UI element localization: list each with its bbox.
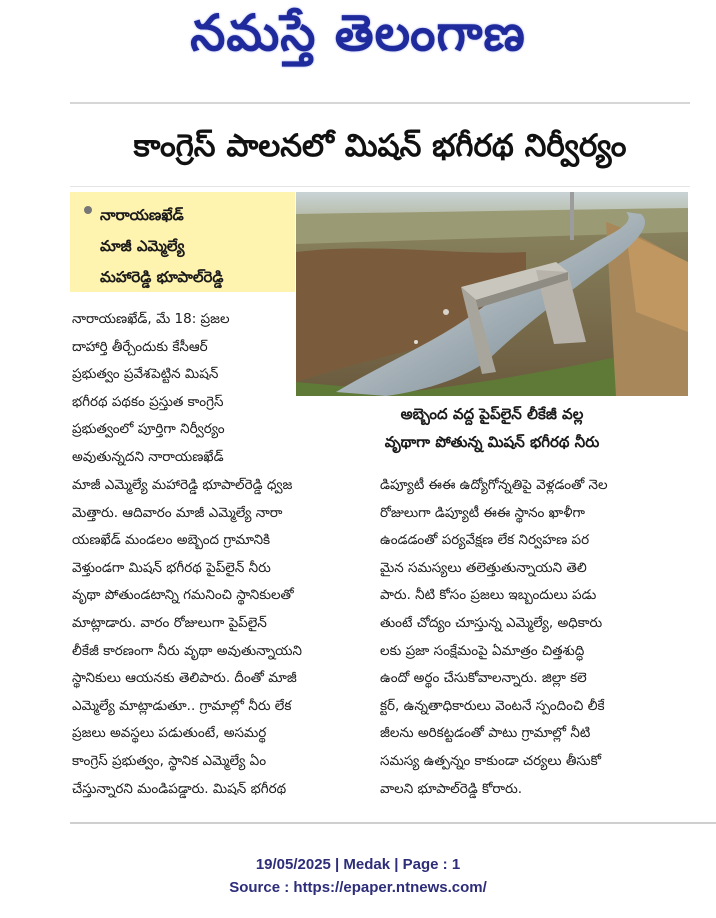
body-line: దాహార్తి తీర్చేందుకు కేసీఆర్ [72, 338, 208, 355]
body-line: లీకేజీ కారణంగా నీరు వృథా అవుతున్నాయని [72, 642, 302, 659]
body-line: ఉందో అర్థం చేసుకోవాలన్నారు. జిల్లా కలె [380, 670, 587, 687]
body-line: పారు. నీటి కోసం ప్రజలు ఇబ్బందులు పడు [380, 587, 597, 604]
body-line: యణఖేడ్ మండలం అబ్బెంద గ్రామానికి [72, 532, 271, 549]
caption-line: అబ్బెంద వద్ద పైప్‌లైన్ లీకేజీ వల్ల [400, 405, 584, 423]
footer-source: Source : https://epaper.ntnews.com/ [229, 879, 487, 896]
newspaper-masthead [0, 0, 716, 80]
byline-person: మహారెడ్డి భూపాల్‌రెడ్డి [100, 268, 224, 286]
article-bottom-divider [70, 822, 716, 824]
body-line: మాజీ ఎమ్మెల్యే మహారెడ్డి భూపాల్‌రెడ్డి ధ్వజ [72, 477, 293, 493]
body-line: డిప్యూటీ ఈఈ ఉద్యోగోన్నతిపై వెళ్లడంతో నెల [380, 477, 608, 493]
masthead-title: నమస్తే తెలంగాణ [190, 4, 526, 62]
body-line: అవుతున్నదని నారాయణఖేడ్ [72, 448, 224, 465]
body-line: భగీరథ పథకం ప్రస్తుత కాంగ్రెస్ [72, 393, 224, 410]
body-line: క్టర్, ఉన్నతాధికారులు వెంటనే స్పందించి లీకే [380, 697, 605, 714]
body-line: మెత్తారు. ఆదివారం మాజీ ఎమ్మెల్యే నారా [72, 504, 283, 521]
headline-divider [70, 186, 690, 187]
body-line: ప్రభుత్వంలో పూర్తిగా నిర్వీర్యం [72, 421, 225, 438]
body-line: వెళ్తుండగా మిషన్ భగీరథ పైప్‌లైన్ నీరు [72, 559, 271, 576]
body-line: ఎమ్మెల్యే మాట్లాడుతూ.. గ్రామాల్లో నీరు లేక [72, 697, 292, 714]
photo-caption [296, 400, 688, 456]
footer-dateline: 19/05/2025 | Medak | Page : 1 [255, 856, 461, 873]
caption-line: వృథాగా పోతున్న మిషన్ భగీరథ నీరు [384, 433, 600, 451]
body-line: సమస్య ఉత్పన్నం కాకుండా చర్యలు తీసుకో [380, 752, 601, 769]
body-line: రోజులుగా డిప్యూటీ ఈఈ స్థానం ఖాళీగా [380, 504, 585, 521]
byline-role: మాజీ ఎమ్మెల్యే [100, 237, 185, 255]
body-line: వాలని భూపాల్‌రెడ్డి కోరారు. [380, 780, 523, 797]
body-line: స్థానికులు ఆయనకు తెలిపారు. దీంతో మాజీ [72, 670, 297, 687]
article-body-column-1 [72, 472, 368, 803]
body-line: జీలను అరికట్టడంతో పాటు గ్రామాల్లో నీటి [380, 725, 591, 742]
article-headline: కాంగ్రెస్ పాలనలో మిషన్ భగీరథ నిర్వీర్యం [133, 128, 627, 164]
article-photo [296, 192, 688, 396]
body-line: ప్రభుత్వం ప్రవేశపెట్టిన మిషన్ [72, 366, 219, 383]
byline-box [70, 192, 295, 292]
bullet-icon [84, 206, 92, 214]
top-divider [70, 102, 690, 104]
body-line: కాంగ్రెస్ ప్రభుత్వం, స్థానిక ఎమ్మెల్యే ఏం [72, 752, 267, 769]
body-line: తుంటే చోద్యం చూస్తున్న ఎమ్మెల్యే, అధికారు [380, 614, 603, 631]
article-body-column-2 [380, 472, 690, 803]
article-body-intro [72, 306, 294, 472]
body-line: చేస్తున్నారని మండిపడ్డారు. మిషన్ భగీరథ [72, 780, 287, 797]
body-line: ప్రజలు అవస్థలు పడుతుంటే, అసమర్థ [72, 725, 267, 742]
body-line: ఉండడంతో పర్యవేక్షణ లేక నిర్వహణ పర [380, 532, 590, 549]
body-line: నారాయణఖేడ్, మే 18: ప్రజల [72, 311, 230, 327]
body-line: మాట్లాడారు. వారం రోజులుగా పైప్‌లైన్ [72, 614, 267, 631]
body-line: లకు ప్రజా సంక్షేమంపై ఏమాత్రం చిత్తశుద్ధి [380, 642, 585, 659]
body-line: వృథా పోతుండటాన్ని గమనించి స్థానికులతో [72, 587, 294, 604]
body-line: మైన సమస్యలు తలెత్తుతున్నాయని తెలి [380, 559, 587, 576]
byline-place: నారాయణఖేడ్ [100, 206, 184, 224]
pipeline-leak-photo [296, 192, 688, 396]
